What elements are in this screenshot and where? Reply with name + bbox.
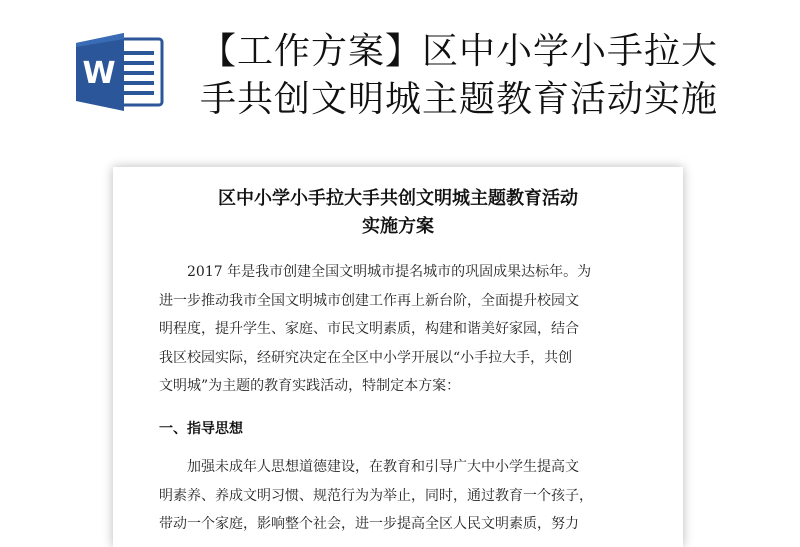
document-title [113,185,683,241]
header [0,0,800,150]
word-letter: W [82,56,116,91]
paragraph-line: 明程度，提升学生、家庭、市民文明素质，构建和谐美好家园，结合 [159,321,579,337]
header-title [200,28,760,124]
document-title-line: 区中小学小手拉大手共创文明城主题教育活动 [218,188,578,209]
header-title-line: 手共创文明城主题教育活动实施 [200,79,719,120]
paragraph-intro [159,258,639,401]
document-page [113,167,683,547]
section-heading-guiding-ideology: 一、指导思想 [159,421,243,437]
header-title-line: 【工作方案】区中小学小手拉大 [200,31,719,72]
paragraph-line: 加强未成年人思想道德建设，在教育和引导广大中小学生提高文 [187,459,579,475]
paragraph-line: 明素养、养成文明习惯、规范行为为举止，同时，通过教育一个孩子， [159,487,593,504]
paragraph-line: 我区校园实际，经研究决定在全区中小学开展以“小手拉大手，共创 [159,349,573,366]
paragraph-line: 文明城”为主题的教育实践活动，特制定本方案： [159,378,461,394]
word-document-icon [76,33,166,111]
document-title-line: 实施方案 [362,216,434,237]
paragraph-line: 2017 年是我市创建全国文明城市提名城市的巩固成果达标年。为 [187,264,592,280]
paragraph-line: 进一步推动我市全国文明城市创建工作再上新台阶，全面提升校园文 [159,292,579,309]
paragraph-line: 带动一个家庭，影响整个社会，进一步提高全区人民文明素质，努力 [159,516,579,532]
